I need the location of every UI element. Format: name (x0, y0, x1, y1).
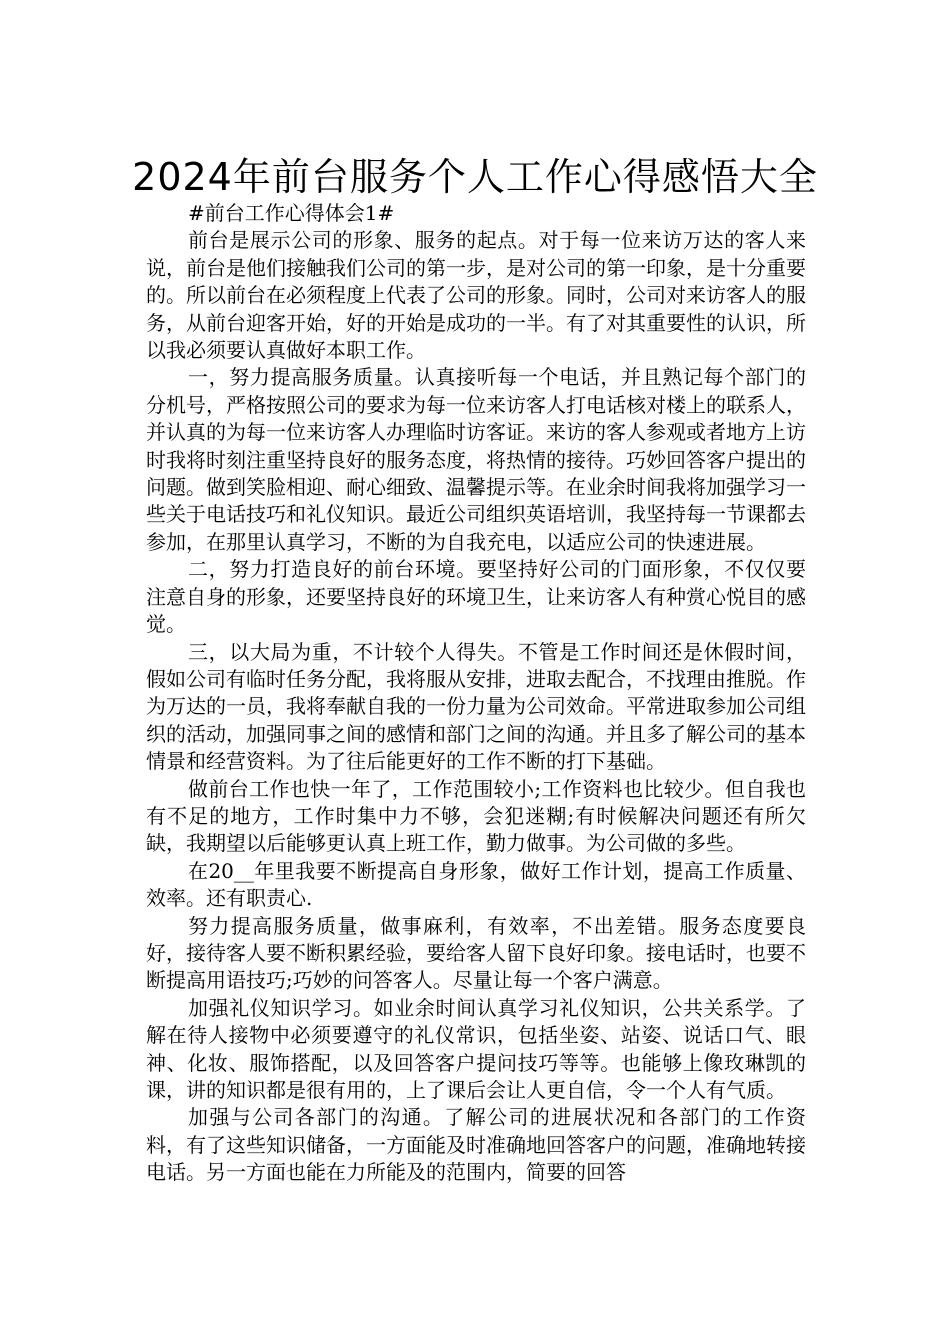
paragraph-reflection: 做前台工作也快一年了，工作范围较小;工作资料也比较少。但自我也有不足的地方，工作时集中力不够，会犯迷糊;有时候解决问题还有所欠缺，我期望以后能够更认真上班工作，勤力做事。为公司做的多些。 (146, 776, 806, 856)
paragraph-point-three: 三，以大局为重，不计较个人得失。不管是工作时间还是休假时间，假如公司有临时任务分配，我将服从安排，进取去配合，不找理由推脱。作为万达的一员，我将奉献自我的一份力量为公司效命。平常进取参加公司组织的活动，加强同事之间的感情和部门之间的沟通。并且多了解公司的基本情景和经营资料。为了往后能更好的工作不断的打下基础。 (146, 639, 806, 774)
paragraph-intro: 前台是展示公司的形象、服务的起点。对于每一位来访万达的客人来说，前台是他们接触我们公司的第一步，是对公司的第一印象，是十分重要的。所以前台在必须程度上代表了公司的形象。同时，公司对来访客人的服务，从前台迎客开始，好的开始是成功的一半。有了对其重要性的认识，所以我必须要认真做好本职工作。 (146, 228, 806, 363)
paragraph-plan: 在20__年里我要不断提高自身形象，做好工作计划，提高工作质量、效率。还有职责心. (146, 858, 806, 911)
paragraph-service-quality: 努力提高服务质量，做事麻利，有效率，不出差错。服务态度要良好，接待客人要不断积累经验，要给客人留下良好印象。接电话时，也要不断提高用语技巧;巧妙的问答客人。尽量让每一个客户满意。 (146, 913, 806, 993)
document-title: 2024年前台服务个人工作心得感悟大全 (132, 155, 818, 200)
paragraph-point-two: 二，努力打造良好的前台环境。要坚持好公司的门面形象，不仅仅要注意自身的形象，还要坚持良好的环境卫生，让来访客人有种赏心悦目的感觉。 (146, 557, 806, 637)
section-heading: #前台工作心得体会1# (188, 201, 395, 225)
document-body (146, 200, 806, 1187)
paragraph-point-one: 一，努力提高服务质量。认真接听每一个电话，并且熟记每个部门的分机号，严格按照公司的要求为每一位来访客人打电话核对楼上的联系人，并认真的为每一位来访客人办理临时访客证。来访的客人参观或者地方上访时我将时刻注重坚持良好的服务态度，将热情的接待。巧妙回答客户提出的问题。做到笑脸相迎、耐心细致、温馨提示等。在业余时间我将加强学习一些关于电话技巧和礼仪知识。最近公司组织英语培训，我坚持每一节课都去参加，在那里认真学习，不断的为自我充电，以适应公司的快速进展。 (146, 365, 806, 554)
paragraph-communication: 加强与公司各部门的沟通。了解公司的进展状况和各部门的工作资料，有了这些知识储备，一方面能及时准确地回答客户的问题，准确地转接电话。另一方面也能在力所能及的范围内，简要的回答 (146, 1105, 806, 1185)
paragraph-etiquette: 加强礼仪知识学习。如业余时间认真学习礼仪知识，公共关系学。了解在待人接物中必须要遵守的礼仪常识，包括坐姿、站姿、说话口气、眼神、化妆、服饰搭配，以及回答客户提问技巧等等。也能够上像玫琳凯的课，讲的知识都是很有用的，上了课后会让人更自信，令一个人有气质。 (146, 995, 806, 1102)
